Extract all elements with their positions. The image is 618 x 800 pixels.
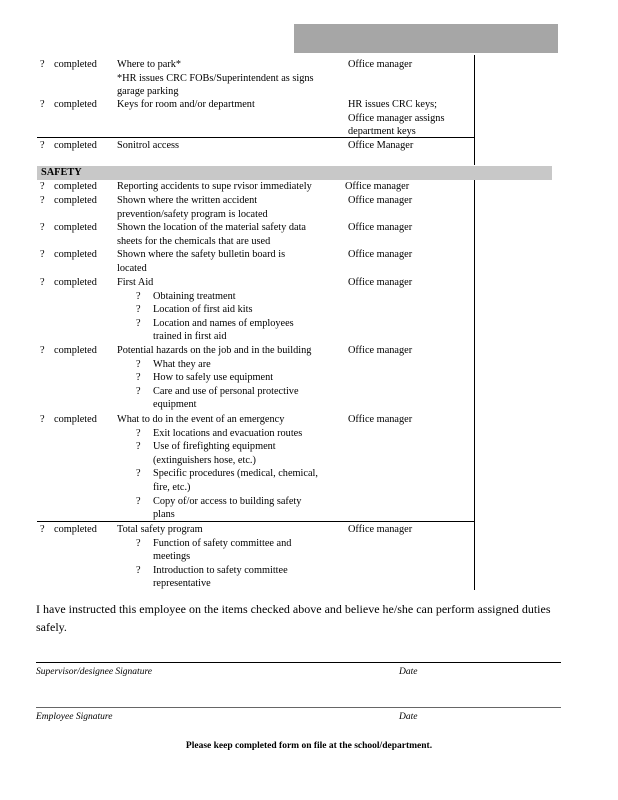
status-text: completed bbox=[54, 249, 97, 260]
employee-signature-line bbox=[36, 707, 561, 708]
sub-item-text: Exit locations and evacuation routes bbox=[153, 427, 303, 439]
task-text: prevention/safety program is located bbox=[117, 208, 268, 220]
responsible-cell bbox=[348, 194, 478, 208]
task-text: Total safety program bbox=[117, 524, 203, 535]
status-cell bbox=[40, 194, 115, 208]
responsible-cell bbox=[348, 98, 478, 139]
sub-item bbox=[117, 440, 347, 467]
sub-item-text: Introduction to safety committee bbox=[153, 564, 288, 576]
status-bullet: ? bbox=[40, 414, 45, 425]
supervisor-date-label: Date bbox=[399, 667, 418, 677]
sub-item-text: What they are bbox=[153, 358, 211, 370]
status-cell bbox=[40, 344, 115, 358]
status-bullet: ? bbox=[40, 277, 45, 288]
status-cell bbox=[40, 58, 115, 72]
responsible-cell bbox=[345, 180, 475, 194]
sub-item-text: Location of first aid kits bbox=[153, 304, 253, 316]
task-text: *HR issues CRC FOBs/Superintendent as signs bbox=[117, 72, 314, 84]
status-cell bbox=[40, 98, 115, 112]
footer-note: Please keep completed form on file at the school/department. bbox=[185, 741, 433, 751]
responsible-text: department keys bbox=[348, 126, 416, 138]
task-text: located bbox=[117, 262, 147, 274]
responsible-cell bbox=[348, 139, 478, 153]
responsible-cell bbox=[348, 413, 478, 427]
sub-bullet: ? bbox=[136, 427, 141, 439]
responsible-cell bbox=[348, 221, 478, 235]
status-bullet: ? bbox=[40, 249, 45, 260]
status-text: completed bbox=[54, 140, 97, 151]
sub-bullet: ? bbox=[136, 495, 141, 507]
responsible-cell bbox=[348, 58, 478, 72]
status-bullet: ? bbox=[40, 181, 45, 192]
supervisor-signature-line bbox=[36, 662, 561, 663]
status-bullet: ? bbox=[40, 140, 45, 151]
responsible-text: HR issues CRC keys; bbox=[348, 99, 437, 110]
task-cell bbox=[117, 98, 347, 112]
status-text: completed bbox=[54, 181, 97, 192]
sub-item-text: Location and names of employees bbox=[153, 317, 294, 329]
task-cell bbox=[117, 221, 347, 248]
status-text: completed bbox=[54, 345, 97, 356]
status-text: completed bbox=[54, 277, 97, 288]
status-cell bbox=[40, 413, 115, 427]
status-bullet: ? bbox=[40, 345, 45, 356]
employee-date-label: Date bbox=[399, 712, 418, 722]
sub-bullet: ? bbox=[136, 372, 141, 384]
employee-signature-label: Employee Signature bbox=[36, 712, 113, 722]
sub-item bbox=[117, 358, 347, 372]
task-text: What to do in the event of an emergency bbox=[117, 414, 285, 425]
responsible-text: Office manager bbox=[348, 345, 413, 356]
sub-item bbox=[117, 427, 347, 441]
task-cell bbox=[117, 248, 347, 275]
sub-bullet: ? bbox=[136, 304, 141, 316]
sub-bullet: ? bbox=[136, 317, 141, 329]
sub-item bbox=[117, 495, 347, 522]
task-cell bbox=[117, 139, 347, 153]
responsible-text: Office manager assigns bbox=[348, 112, 445, 124]
status-bullet: ? bbox=[40, 195, 45, 206]
header-shaded-bar bbox=[294, 24, 558, 53]
task-cell bbox=[117, 523, 347, 591]
task-text: Shown where the safety bulletin board is bbox=[117, 249, 286, 260]
responsible-text: Office manager bbox=[348, 414, 413, 425]
task-text: Keys for room and/or department bbox=[117, 99, 255, 110]
status-cell bbox=[40, 248, 115, 262]
sub-item-text: fire, etc.) bbox=[153, 481, 191, 493]
responsible-cell bbox=[348, 523, 478, 537]
task-text: Where to park* bbox=[117, 59, 182, 70]
sub-item-text: trained in first aid bbox=[153, 331, 227, 343]
status-bullet: ? bbox=[40, 524, 45, 535]
task-text: Shown the location of the material safety data bbox=[117, 222, 306, 233]
sub-item-text: Function of safety committee and bbox=[153, 537, 292, 549]
task-cell bbox=[117, 344, 347, 412]
sub-item-text: meetings bbox=[153, 551, 191, 563]
sub-item-text: representative bbox=[153, 578, 211, 590]
sub-bullet: ? bbox=[136, 358, 141, 370]
sub-bullet: ? bbox=[136, 441, 141, 453]
sub-bullet: ? bbox=[136, 468, 141, 480]
sub-item bbox=[117, 385, 347, 412]
sub-item bbox=[117, 564, 347, 591]
status-cell bbox=[40, 139, 115, 153]
status-text: completed bbox=[54, 414, 97, 425]
responsible-text: Office manager bbox=[348, 277, 413, 288]
sub-item-text: Care and use of personal protective bbox=[153, 385, 299, 397]
safety-section-header: SAFETY bbox=[37, 166, 552, 180]
responsible-text: Office manager bbox=[348, 249, 413, 260]
instruction-statement: I have instructed this employee on the items checked above and believe he/she can perform assigned duties safely. bbox=[36, 602, 551, 634]
sub-item bbox=[117, 371, 347, 385]
supervisor-signature-label: Supervisor/designee Signature bbox=[36, 667, 153, 677]
sub-item-text: Obtaining treatment bbox=[153, 290, 236, 302]
status-text: completed bbox=[54, 524, 97, 535]
sub-item bbox=[117, 317, 347, 344]
sub-item-text: How to safely use equipment bbox=[153, 372, 274, 384]
status-text: completed bbox=[54, 99, 97, 110]
sub-item bbox=[117, 303, 347, 317]
task-cell bbox=[117, 180, 347, 194]
task-text: Reporting accidents to supe rvisor immediately bbox=[117, 181, 312, 192]
status-text: completed bbox=[54, 195, 97, 206]
responsible-text: Office manager bbox=[348, 222, 413, 233]
status-cell bbox=[40, 523, 115, 537]
status-bullet: ? bbox=[40, 99, 45, 110]
sub-item-text: (extinguishers hose, etc.) bbox=[153, 454, 256, 466]
sub-item-text: Copy of/or access to building safety bbox=[153, 495, 302, 507]
responsible-cell bbox=[348, 276, 478, 290]
sub-item bbox=[117, 467, 347, 494]
sub-bullet: ? bbox=[136, 385, 141, 397]
status-cell bbox=[40, 276, 115, 290]
task-cell bbox=[117, 276, 347, 344]
sub-item bbox=[117, 537, 347, 564]
status-cell bbox=[40, 180, 115, 194]
sub-bullet: ? bbox=[136, 564, 141, 576]
status-text: completed bbox=[54, 222, 97, 233]
sub-item-text: Use of firefighting equipment bbox=[153, 441, 276, 453]
sub-item-text: plans bbox=[153, 509, 175, 521]
task-cell bbox=[117, 194, 347, 221]
status-text: completed bbox=[54, 59, 97, 70]
task-text: Shown where the written accident bbox=[117, 195, 258, 206]
task-text: Sonitrol access bbox=[117, 140, 180, 151]
responsible-text: Office manager bbox=[348, 524, 413, 535]
status-cell bbox=[40, 221, 115, 235]
sub-item bbox=[117, 290, 347, 304]
status-bullet: ? bbox=[40, 222, 45, 233]
sub-item-text: equipment bbox=[153, 399, 197, 411]
responsible-text: Office Manager bbox=[348, 140, 414, 151]
responsible-cell bbox=[348, 344, 478, 358]
task-text: garage parking bbox=[117, 86, 179, 98]
task-text: sheets for the chemicals that are used bbox=[117, 235, 271, 247]
responsible-cell bbox=[348, 248, 478, 262]
task-text: First Aid bbox=[117, 277, 154, 288]
status-bullet: ? bbox=[40, 59, 45, 70]
task-cell bbox=[117, 413, 347, 522]
task-text: Potential hazards on the job and in the building bbox=[117, 345, 312, 356]
responsible-text: Office manager bbox=[348, 195, 413, 206]
sub-bullet: ? bbox=[136, 290, 141, 302]
sub-bullet: ? bbox=[136, 537, 141, 549]
sub-item-text: Specific procedures (medical, chemical, bbox=[153, 468, 318, 480]
task-cell bbox=[117, 58, 347, 99]
responsible-text: Office manager bbox=[345, 181, 410, 192]
responsible-text: Office manager bbox=[348, 59, 413, 70]
